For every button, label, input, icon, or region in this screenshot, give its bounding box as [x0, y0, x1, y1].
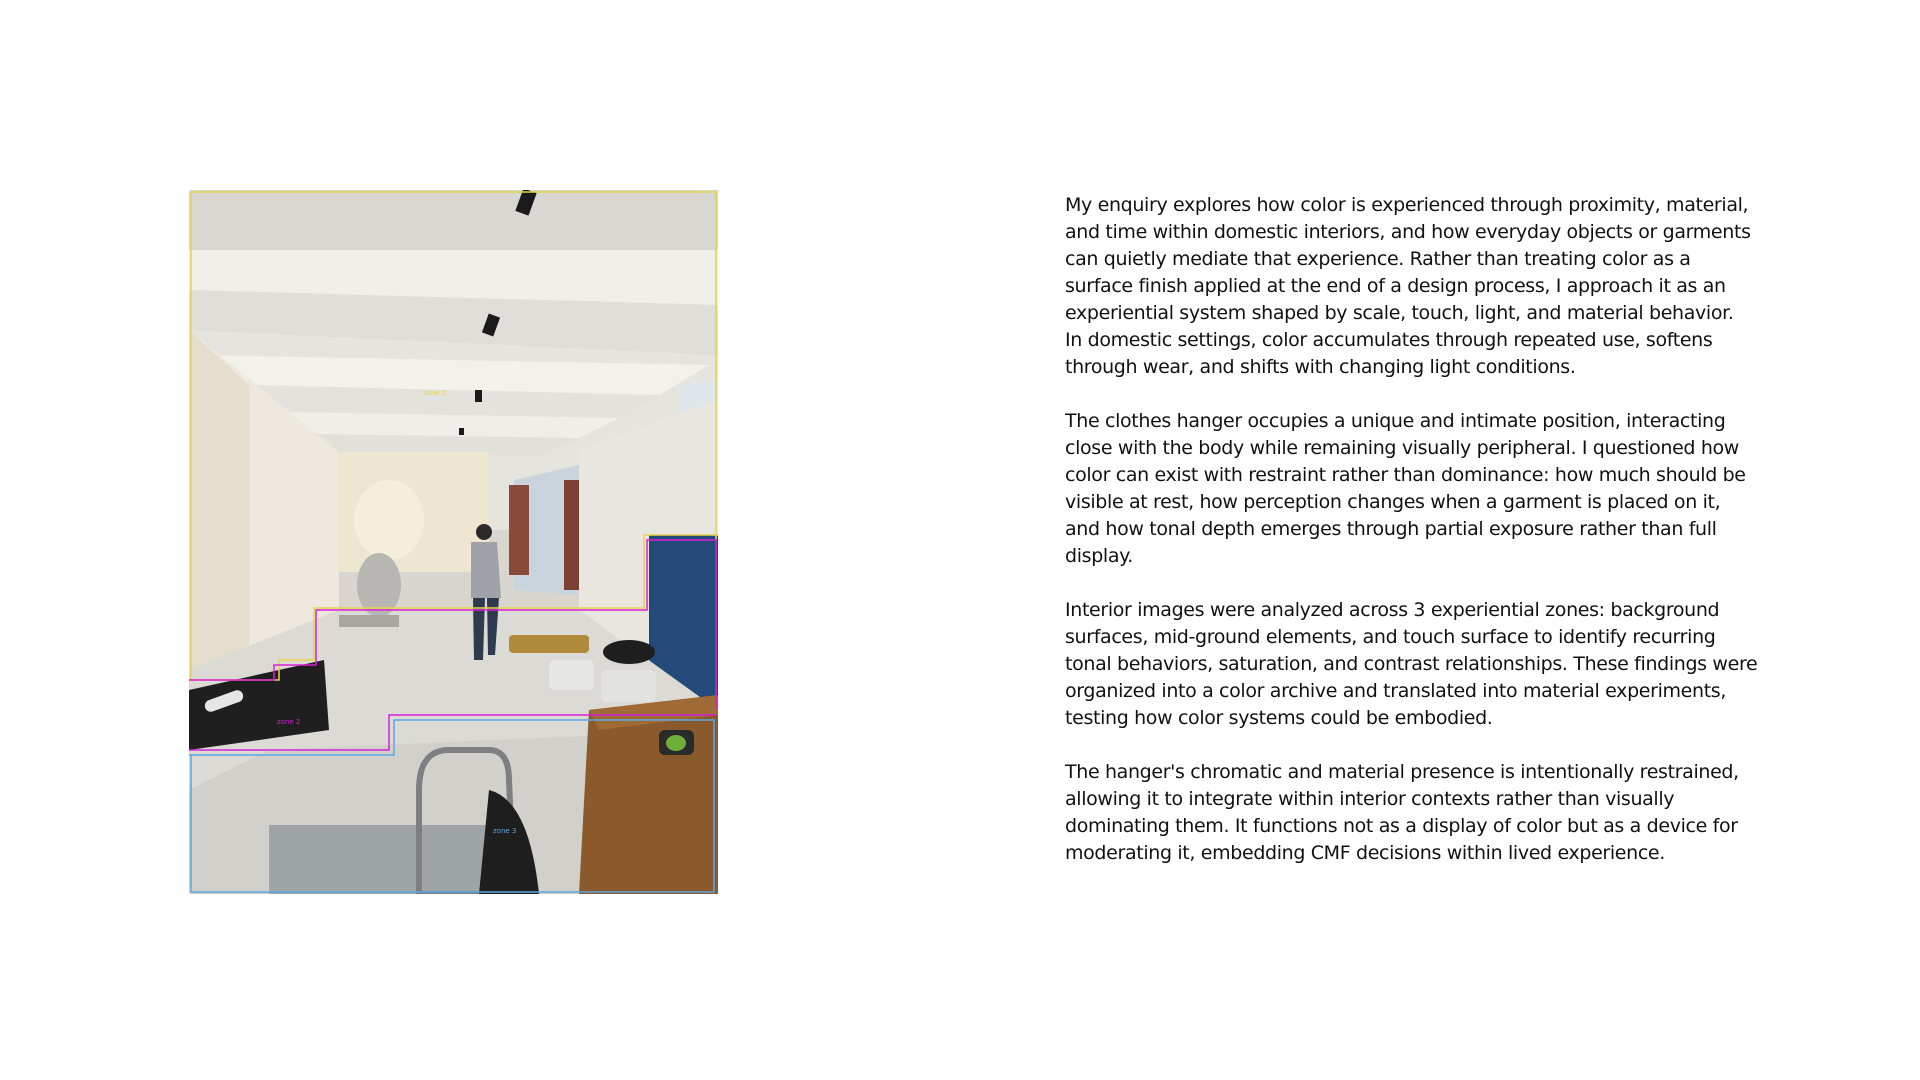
zone-3-label: zone 3 [493, 827, 517, 835]
paragraph-enquiry: My enquiry explores how color is experienced through proximity, material, and time within domestic interiors, and how everyday objects or garments can quietly mediate that experience. Rather than treating color as a surface finish applied at the end of a design process, I approach it as an experiential system shaped by scale, touch, light, and material behavior. In domestic settings, color accumulates through repeated use, softens through wear, and shifts with changing light conditions. [1065, 194, 1751, 378]
body-text [1065, 192, 1765, 867]
paragraph-zones: Interior images were analyzed across 3 experiential zones: background surfaces, mid-ground elements, and touch surface to identify recurring tonal behaviors, saturation, and contrast relationships. These findings were organized into a color archive and translated into material experiments, testing how color systems could be embodied. [1065, 599, 1758, 729]
paragraph-hanger: The clothes hanger occupies a unique and intimate position, interacting close with the body while remaining visually peripheral. I questioned how color can exist with restraint rather than dominance: how much should be visible at rest, how perception changes when a garment is placed on it, and how tonal depth emerges through partial exposure rather than full display. [1065, 410, 1746, 567]
interior-photo [189, 190, 718, 894]
zone-1-label: zone 1 [423, 389, 447, 397]
zone-2-label: zone 2 [277, 718, 301, 726]
interior-photo-illustration [189, 190, 718, 894]
paragraph-restraint: The hanger's chromatic and material presence is intentionally restrained, allowing it to integrate within interior contexts rather than visually dominating them. It functions not as a display of color but as a device for moderating it, embedding CMF decisions within lived experience. [1065, 761, 1739, 864]
